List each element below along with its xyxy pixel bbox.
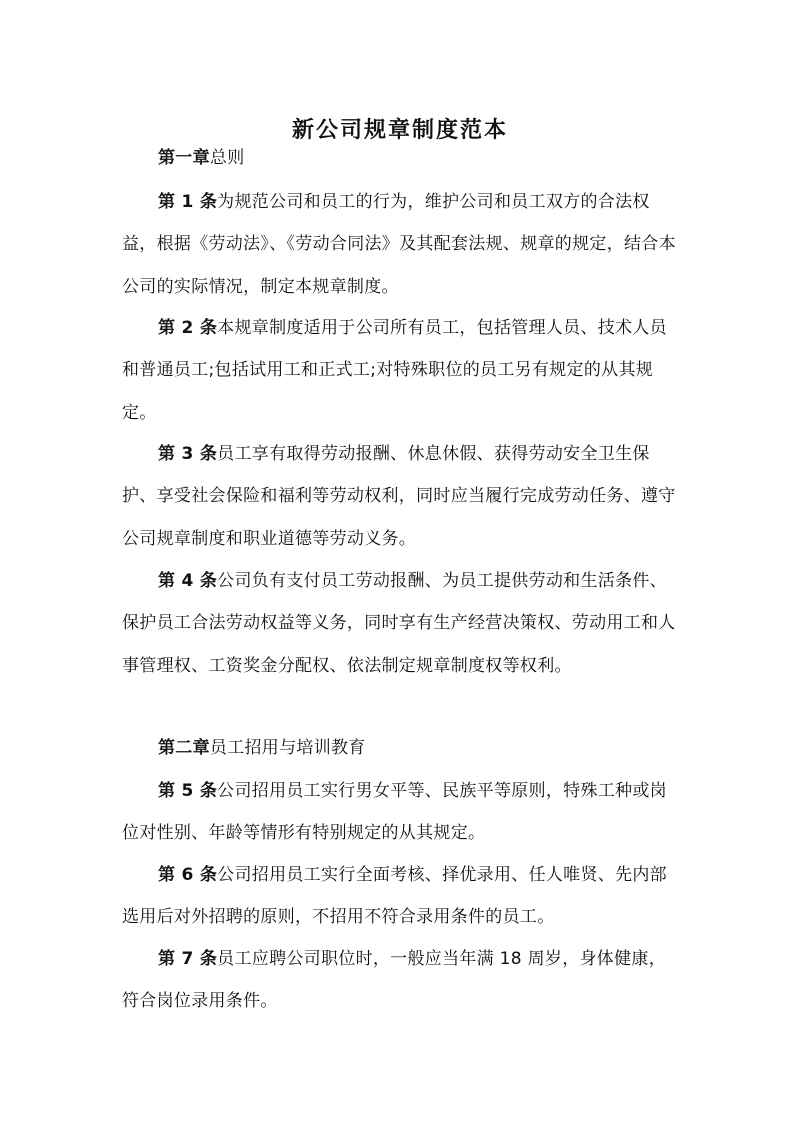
- article-text: 为规范公司和员工的行为，维护公司和员工双方的合法权益，根据《劳动法》、《劳动合同法》及其配套法规、规章的规定，结合本公司的实际情况，制定本规章制度。: [122, 192, 676, 297]
- article-5: [122, 770, 682, 855]
- article-label: 第 1 条: [158, 192, 218, 212]
- chapter-label: 第二章: [158, 738, 210, 758]
- article-6: [122, 854, 682, 939]
- article-text: 员工享有取得劳动报酬、休息休假、获得劳动安全卫生保护、享受社会保险和福利等劳动权利，同时应当履行完成劳动任务、遵守公司规章制度和职业道德等劳动义务。: [122, 444, 676, 549]
- article-4: [122, 560, 682, 687]
- article-label: 第 3 条: [158, 444, 218, 464]
- chapter-title: 总则: [209, 148, 245, 168]
- article-text: 本规章制度适用于公司所有员工，包括管理人员、技术人员和普通员工;包括试用工和正式工;对特殊职位的员工另有规定的从其规定。: [122, 318, 667, 423]
- chapter-heading-1: [122, 137, 682, 179]
- article-label: 第 7 条: [158, 949, 218, 969]
- article-2: [122, 307, 682, 434]
- chapter-title: 员工招用与培训教育: [209, 738, 366, 758]
- article-label: 第 4 条: [158, 571, 218, 591]
- article-label: 第 2 条: [158, 318, 218, 338]
- chapter-heading-2: [122, 727, 682, 769]
- article-label: 第 6 条: [158, 865, 218, 885]
- article-1: [122, 181, 682, 308]
- chapter-label: 第一章: [158, 148, 210, 168]
- article-label: 第 5 条: [158, 781, 218, 801]
- article-text: 员工应聘公司职位时，一般应当年满 18 周岁，身体健康，符合岗位录用条件。: [122, 949, 667, 1012]
- article-text: 公司负有支付员工劳动报酬、为员工提供劳动和生活条件、保护员工合法劳动权益等义务，同时享有生产经营决策权、劳动用工和人事管理权、工资奖金分配权、依法制定规章制度权等权利。: [122, 571, 676, 676]
- article-7: [122, 938, 682, 1023]
- article-text: 公司招用员工实行男女平等、民族平等原则，特殊工种或岗位对性别、年龄等情形有特别规定的从其规定。: [122, 781, 667, 844]
- article-3: [122, 433, 682, 560]
- article-text: 公司招用员工实行全面考核、择优录用、任人唯贤、先内部选用后对外招聘的原则，不招用不符合录用条件的员工。: [122, 865, 667, 928]
- document-title: 新公司规章制度范本: [291, 117, 508, 143]
